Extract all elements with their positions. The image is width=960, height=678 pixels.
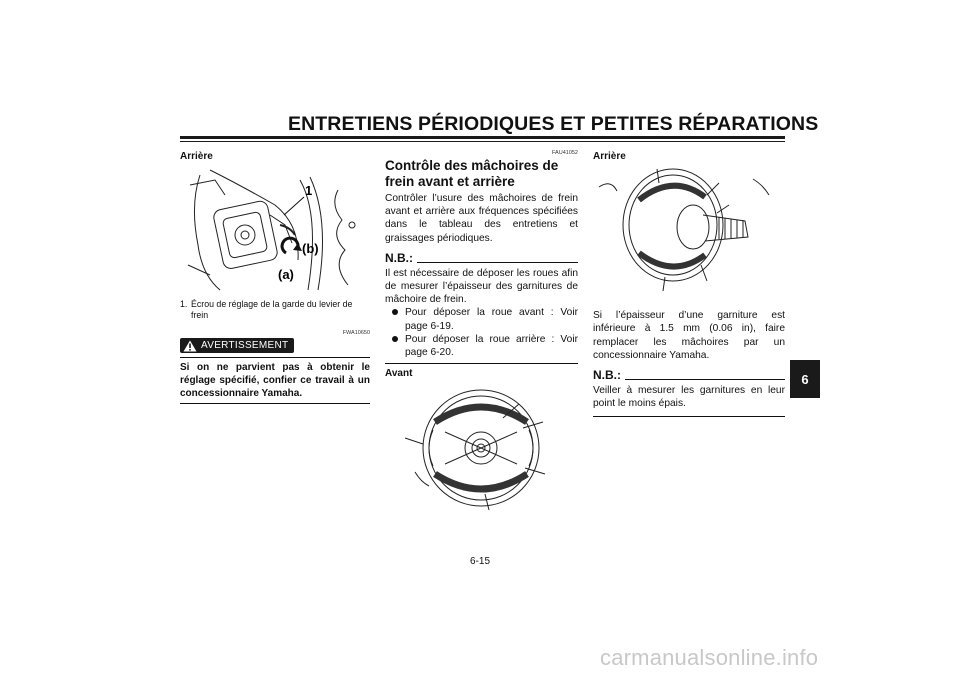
nb-label: N.B.:: [593, 368, 621, 383]
warning-code: FWA10650: [342, 330, 370, 337]
section-title: Contrôle des mâchoires de frein avant et arrière: [385, 158, 559, 189]
nb-rule: [593, 416, 785, 417]
rear-label: Arrière: [593, 151, 626, 162]
warning-text: Si on ne parvient pas à obtenir le réglage spécifié, confier ce travail à un concessionnaire Yamaha.: [180, 362, 370, 399]
bullet-item: [392, 306, 578, 332]
nb-line: [625, 379, 785, 380]
front-brake-drum-figure: [385, 382, 578, 517]
bullet-dot: [392, 306, 405, 332]
bullet-text: Pour déposer la roue arrière : Voir page 6-20.: [405, 333, 578, 359]
header-rule-thin: [180, 141, 785, 142]
nb-text: Veiller à mesurer les garnitures en leur point le moins épais.: [593, 385, 785, 410]
replace-text: Si l’épaisseur d’une garniture est inférieure à 1.5 mm (0.06 in), faire remplacer les mâchoires par un concessionnaire Yamaha.: [593, 310, 785, 361]
page-number: 6-15: [469, 556, 490, 567]
rear-label: Arrière: [180, 151, 213, 162]
chapter-tab: 6: [790, 360, 820, 398]
figure-label-b: (b): [302, 241, 319, 257]
figure-caption: [180, 299, 370, 321]
bullet-dot: [392, 333, 405, 359]
section-body: Contrôler l’usure des mâchoires de frein avant et arrière aux fréquences spécifiées dans le tableau des entretiens et graissages périodiques.: [385, 193, 578, 244]
section-code: FAU41052: [552, 150, 578, 156]
caption-text: Écrou de réglage de la garde du levier de frein: [191, 299, 353, 321]
warning-label: AVERTISSEMENT: [201, 340, 289, 352]
rear-brake-lever-figure: [180, 165, 370, 295]
nb-heading: [385, 251, 578, 265]
warning-badge: [180, 338, 294, 353]
bullet-text: Pour déposer la roue avant : Voir page 6-19.: [405, 307, 578, 332]
rear-brake-drum-figure: [593, 165, 785, 297]
caption-number: 1.: [180, 299, 188, 310]
figure-label-a: (a): [278, 267, 294, 283]
warning-icon: [183, 340, 197, 352]
page-title: ENTRETIENS PÉRIODIQUES ET PETITES RÉPARATIONS: [288, 113, 819, 135]
nb-text: Il est nécessaire de déposer les roues afin de mesurer l’épaisseur des garnitures de mâchoire de frein.: [385, 267, 578, 306]
nb-rule: [385, 363, 578, 364]
warning-rule-bottom: [180, 403, 370, 404]
nb-heading: [593, 368, 785, 382]
watermark: carmanualsonline.info: [600, 645, 819, 670]
figure-label-1: 1: [305, 183, 313, 199]
nb-line: [417, 262, 578, 263]
column-middle: [385, 150, 578, 517]
nb-label: N.B.:: [385, 250, 413, 265]
warning-rule-top: [180, 357, 370, 358]
column-right: [593, 150, 785, 417]
bullet-item: [392, 333, 578, 359]
column-left: [180, 150, 370, 404]
header-rule: [180, 136, 785, 139]
front-label: Avant: [385, 368, 413, 380]
